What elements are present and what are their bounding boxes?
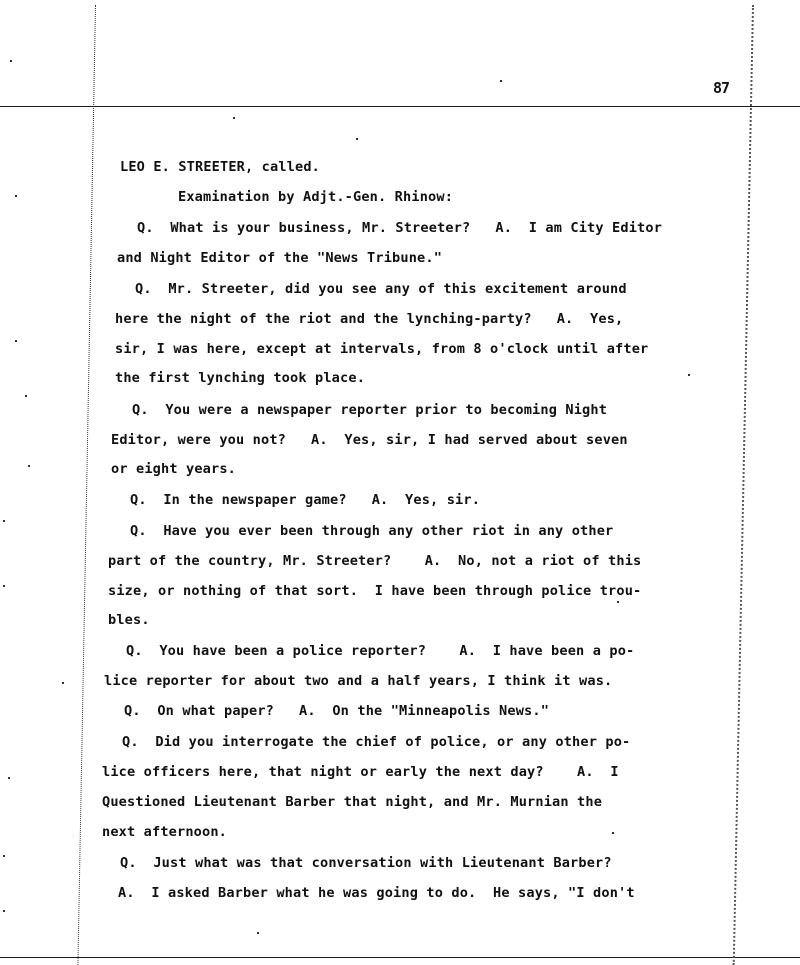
scan-speck: [15, 340, 17, 342]
scan-speck: [3, 585, 5, 587]
transcript-line: or eight years.: [111, 461, 237, 477]
transcript-line: A. I asked Barber what he was going to do. He says, "I don't: [118, 885, 635, 901]
transcript-line: Questioned Lieutenant Barber that night, and Mr. Murnian the: [102, 794, 603, 810]
scan-speck: [500, 80, 502, 82]
transcript-line: Q. Did you interrogate the chief of police, or any other po-: [122, 734, 631, 750]
transcript-line: Q. What is your business, Mr. Streeter? A. I am City Editor: [137, 220, 663, 236]
transcript-line: Q. Mr. Streeter, did you see any of this excitement around: [135, 281, 627, 297]
transcript-line: the first lynching took place.: [115, 370, 366, 386]
top-margin-rule: [0, 106, 800, 107]
transcript-line: Q. On what paper? A. On the "Minneapolis News.": [124, 703, 550, 719]
scan-speck: [3, 910, 5, 912]
page-number: 87: [713, 79, 730, 97]
scan-speck: [15, 195, 17, 197]
scan-speck: [612, 832, 614, 834]
transcript-line: Q. You were a newspaper reporter prior to becoming Night: [132, 402, 608, 418]
transcript-line: next afternoon.: [102, 824, 228, 840]
transcript-line: here the night of the riot and the lynching-party? A. Yes,: [115, 311, 624, 327]
transcript-line: Q. In the newspaper game? A. Yes, sir.: [130, 492, 481, 508]
right-margin-rule: [733, 5, 754, 965]
transcript-line: lice officers here, that night or early the next day? A. I: [102, 764, 619, 780]
scan-speck: [8, 777, 10, 779]
scan-speck: [3, 520, 5, 522]
bottom-margin-rule: [0, 957, 800, 958]
scan-speck: [28, 465, 30, 467]
transcript-line: bles.: [108, 612, 150, 628]
transcript-line: Examination by Adjt.-Gen. Rhinow:: [178, 189, 454, 205]
transcript-line: part of the country, Mr. Streeter? A. No, not a riot of this: [108, 553, 642, 569]
scan-speck: [356, 138, 358, 140]
scan-speck: [3, 855, 5, 857]
transcript-line: size, or nothing of that sort. I have been through police trou-: [108, 583, 642, 599]
scan-speck: [257, 932, 259, 934]
left-margin-rule: [77, 5, 96, 965]
scan-speck: [25, 395, 27, 397]
scan-speck: [233, 117, 235, 119]
scan-speck: [688, 374, 690, 376]
transcript-line: and Night Editor of the "News Tribune.": [117, 250, 443, 266]
transcript-line: sir, I was here, except at intervals, from 8 o'clock until after: [115, 341, 649, 357]
transcript-line: Editor, were you not? A. Yes, sir, I had served about seven: [111, 432, 628, 448]
transcript-line: Q. You have been a police reporter? A. I have been a po-: [126, 643, 635, 659]
scan-speck: [617, 601, 619, 603]
transcript-line: Q. Have you ever been through any other riot in any other: [130, 523, 614, 539]
transcript-line: Q. Just what was that conversation with Lieutenant Barber?: [120, 855, 612, 871]
transcript-line: LEO E. STREETER, called.: [120, 159, 321, 175]
scan-speck: [10, 60, 12, 62]
scan-speck: [62, 682, 64, 684]
transcript-line: lice reporter for about two and a half years, I think it was.: [104, 673, 613, 689]
